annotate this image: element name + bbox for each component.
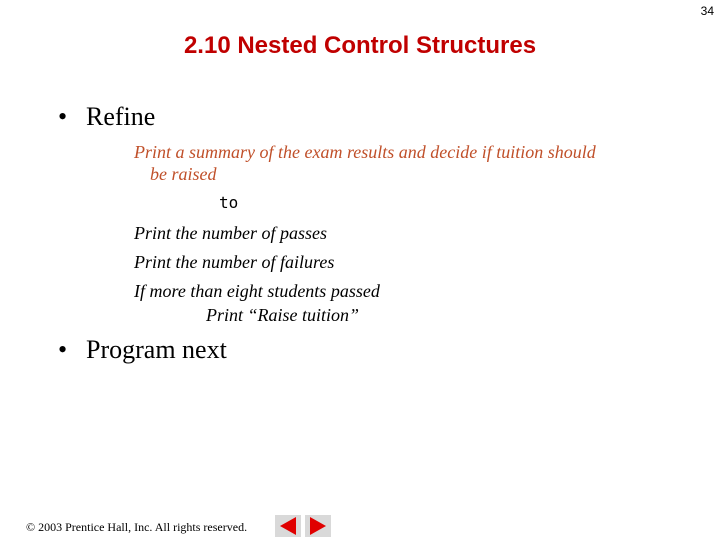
previous-slide-button[interactable] — [275, 515, 301, 537]
bullet-program-next-text: Program next — [86, 335, 227, 364]
page-number: 34 — [700, 4, 714, 18]
arrow-left-icon — [280, 517, 296, 535]
refined-line-3: If more than eight students passed — [134, 281, 380, 301]
summary-line-1: Print a summary of the exam results and decide if tuition should — [134, 142, 596, 162]
summary-line-2: be raised — [150, 164, 217, 184]
refined-line-4: Print “Raise tuition” — [206, 305, 360, 325]
bullet-dot: • — [58, 335, 68, 364]
to-word: to — [219, 193, 239, 212]
next-slide-button[interactable] — [305, 515, 331, 537]
bullet-dot: • — [58, 102, 68, 131]
arrow-right-icon — [310, 517, 326, 535]
bullet-refine-text: Refine — [86, 102, 156, 131]
copyright-footer: © 2003 Prentice Hall, Inc. All rights reserved. — [26, 520, 248, 534]
bullet-program-next — [58, 335, 227, 365]
refined-line-2: Print the number of failures — [134, 252, 335, 272]
bullet-refine — [58, 102, 155, 132]
summary-pseudocode — [134, 141, 694, 185]
slide-title: 2.10 Nested Control Structures — [183, 32, 537, 59]
refined-line-1: Print the number of passes — [134, 223, 327, 243]
